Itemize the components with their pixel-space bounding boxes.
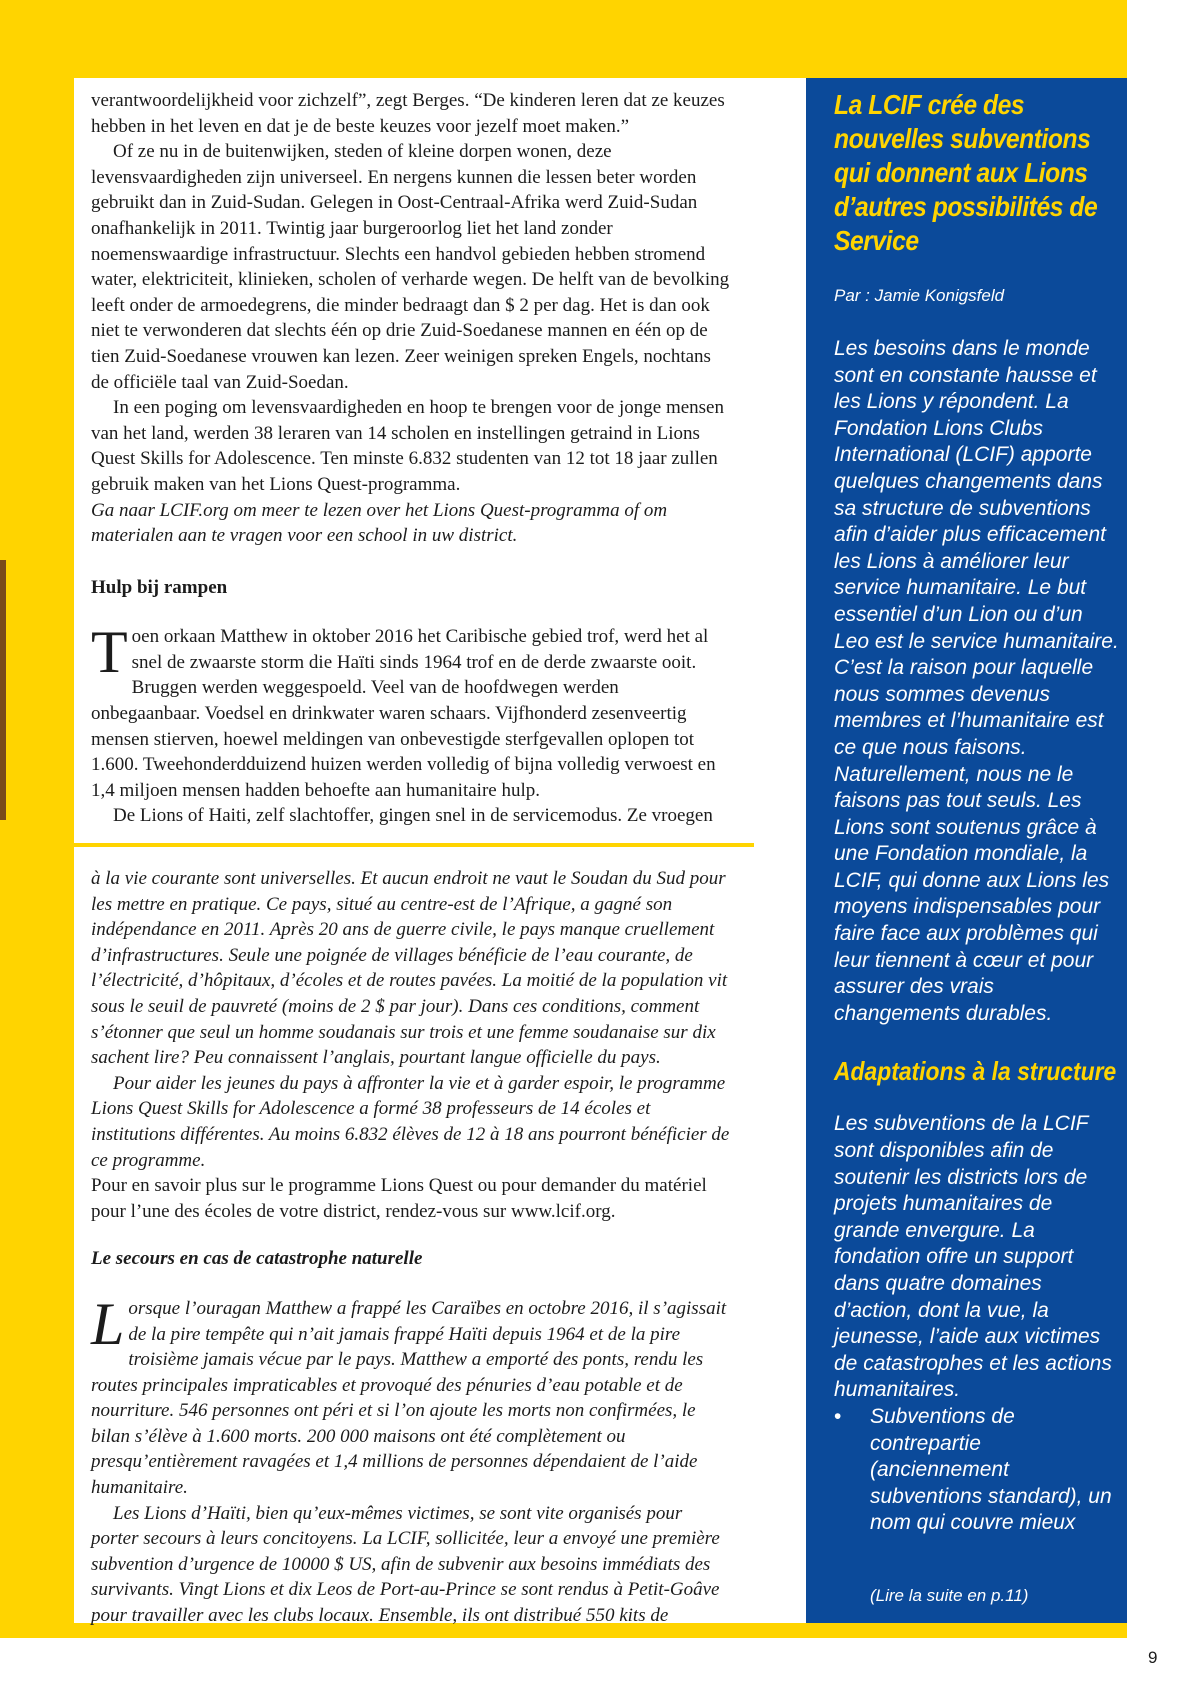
- fr-section-heading: Le secours en cas de catastrophe naturelle: [91, 1248, 423, 1270]
- nl-disaster-paragraph-2: De Lions of Haiti, zelf slachtoffer, gingen snel in de servicemodus. Ze vroegen: [113, 805, 713, 827]
- fr-disaster-paragraph-1: [91, 1290, 731, 1501]
- sidebar-title: La LCIF crée des nouvelles subventions qui donnent aux Lions d’autres possibilités de Service: [834, 89, 1098, 256]
- page-edge-mark: [0, 560, 6, 820]
- fr-paragraph-2: Pour aider les jeunes du pays à affronter la vie et à garder espoir, le programme Lions Quest Skills for Adolescence a formé 38 professeurs de 14 écoles et institutions différentes. Au moins 6.832 élèves de 12 à 18 ans pourront bénéficier de ce programme.: [91, 1072, 730, 1171]
- french-article-column: [91, 866, 731, 1629]
- nl-paragraph-1: verantwoordelijkheid voor zichzelf”, zegt Berges. “De kinderen leren dat ze keuzes hebben in het leven en dat je de beste keuzes voor jezelf moet maken.”: [91, 90, 725, 137]
- nl-drop-cap: T: [91, 619, 128, 686]
- nl-disaster-paragraph-1: [91, 619, 731, 803]
- continued-note: (Lire la suite en p.11): [870, 1586, 1029, 1605]
- nl-disaster-text: oen orkaan Matthew in oktober 2016 het Caribische gebied trof, werd het al snel de zwaarste storm die Haïti sinds 1964 trof en de derde zwaarste ooit. Bruggen werden weggespoeld. Veel van de hoofdwegen werden onbegaanbaar. Voedsel en drinkwater waren schaars. Vijfhonderd zesenveertig mensen stierven, hoewel meldingen van onbevestigde sterfgevallen oplopen tot 1.600. Tweehonderdduizend huizen werden volledig of bijna volledig verwoest en 1,4 miljoen mensen hadden behoefte aan humanitaire hulp.: [91, 626, 716, 801]
- fr-disaster-text: orsque l’ouragan Matthew a frappé les Caraïbes en octobre 2016, il s’agissait de la pire tempête qui n’ait jamais frappé Haïti depuis 1964 et de la pire troisième jamais vécue par le pays. Matthew a emporté des ponts, rendu les routes principales impraticables et provoqué des pénuries d’eau potable et de nourriture. 546 personnes ont péri et si l’on ajoute les morts non confirmées, le bilan s’élève à 1.600 morts. 200 000 maisons ont été complètement ou presqu’entièrement ravagées et 1,4 millions de personnes dépendaient de l’aide humanitaire.: [91, 1297, 727, 1499]
- bullet-dot: •: [834, 1404, 842, 1428]
- sidebar-bullet-item: [834, 1404, 1120, 1537]
- fr-paragraph-3: Pour en savoir plus sur le programme Lions Quest ou pour demander du matériel pour l’une des écoles de votre district, rendez-vous sur www.lcif.org.: [91, 1175, 707, 1222]
- dutch-article-column: [91, 88, 731, 829]
- sidebar-subheading: Adaptations à la structure: [834, 1056, 1117, 1087]
- sidebar-intro: Les besoins dans le monde sont en constante hausse et les Lions y répondent. La Fondation Lions Clubs International (LCIF) apporte quelques changements dans sa structure de subventions afin d’aider plus efficacement les Lions à améliorer leur service humanitaire. Le but essentiel d’un Lion ou d’un Leo est le service humanitaire. C’est la raison pour laquelle nous sommes devenus membres et l’humanitaire est ce que nous faisons. Naturellement, nous ne le faisons pas tout seuls. Les Lions sont soutenus grâce à une Fondation mondiale, la LCIF, qui donne aux Lions les moyens indispensables pour faire face aux problèmes qui leur tiennent à cœur et pour assurer des vrais changements durables.: [834, 337, 1119, 1025]
- fr-drop-cap: L: [91, 1290, 125, 1357]
- fr-paragraph-1: à la vie courante sont universelles. Et aucun endroit ne vaut le Soudan du Sud pour les mettre en pratique. Ce pays, situé au centre-est de l’Afrique, a gagné son indépendance en 2011. Après 20 ans de guerre civile, le pays manque cruellement d’infrastructures. Seule une poignée de villages bénéficie de l’eau courante, de l’électricité, d’hôpitaux, d’écoles et de routes pavées. La moitié de la population vit sous le seuil de pauvreté (moins de 2 $ par jour). Dans ces conditions, comment s’étonner que seul un homme soudanais sur trois et une femme soudanaise sur dix sachent lire? Peu connaissent l’anglais, pourtant langue officielle du pays.: [91, 868, 728, 1069]
- sidebar-byline: Par : Jamie Konigsfeld: [834, 286, 1005, 305]
- section-divider: [74, 843, 754, 847]
- nl-paragraph-4: Ga naar LCIF.org om meer te lezen over het Lions Quest-programma of om materialen aan te vragen voor een school in uw district.: [91, 499, 668, 547]
- nl-paragraph-2: Of ze nu in de buitenwijken, steden of kleine dorpen wonen, deze levensvaardigheden zijn universeel. En nergens kunnen die lessen beter worden gebruikt dan in Zuid-Sudan. Gelegen in Oost-Centraal-Afrika werd Zuid-Sudan onafhankelijk in 2011. Twintig jaar burgeroorlog liet het land zonder noemenswaardige infrastructuur. Slechts een handvol gebieden hebben stromend water, elektriciteit, klinieken, scholen of verharde wegen. De helft van de bevolking leeft onder de armoedegrens, die minder bedraagt dan $ 2 per dag. Het is dan ook niet te verwonderen dat slechts één op drie Zuid-Soedanese mannen en één op de tien Zuid-Soedanese vrouwen kan lezen. Zeer weinigen spreken Engels, nochtans de officiële taal van Zuid-Soedan.: [91, 141, 730, 393]
- sidebar-body: Les subventions de la LCIF sont disponibles afin de soutenir les districts lors de projets humanitaires de grande envergure. La fondation offre un support dans quatre domaines d’action, dont la vue, la jeunesse, l’aide aux victimes de catastrophes et les actions humanitaires.: [834, 1112, 1112, 1402]
- lcif-sidebar: [806, 78, 1127, 1623]
- nl-paragraph-3: In een poging om levensvaardigheden en hoop te brengen voor de jonge mensen van het land, werden 38 leraren van 14 scholen en instellingen getraind in Lions Quest Skills for Adolescence. Ten minste 6.832 studenten van 12 tot 18 jaar zullen gebruik maken van het Lions Quest-programma.: [91, 397, 724, 495]
- page-number: 9: [1148, 1648, 1158, 1667]
- fr-disaster-paragraph-2: Les Lions d’Haïti, bien qu’eux-mêmes victimes, se sont vite organisés pour porter secours à leurs concitoyens. La LCIF, sollicitée, leur a envoyé une première subvention d’urgence de 10000 $ US, afin de subvenir aux besoins immédiats des survivants. Vingt Lions et dix Leos de Port-au-Prince se sont rendus à Petit-Goâve pour travailler avec les clubs locaux. Ensemble, ils ont distribué 550 kits de: [91, 1502, 720, 1627]
- nl-section-heading: Hulp bij rampen: [91, 576, 228, 598]
- sidebar-bullet-text: Subventions de contrepartie (anciennement subventions standard), un nom qui couvre mieux: [870, 1404, 1112, 1535]
- sidebar-content: [834, 88, 1120, 1537]
